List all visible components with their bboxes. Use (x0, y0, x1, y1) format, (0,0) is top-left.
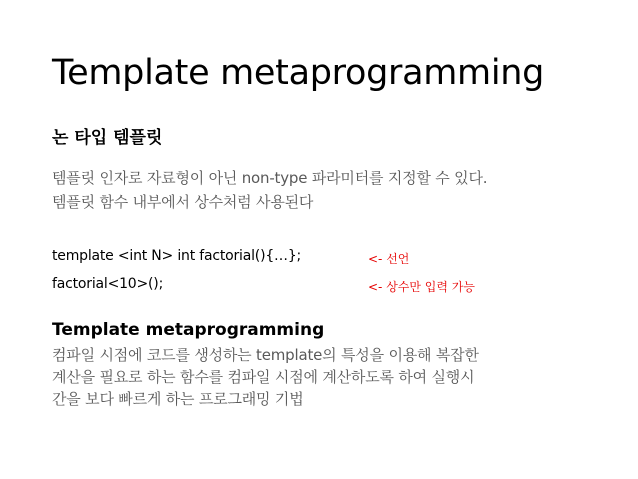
section-heading-non-type-template: 논 타입 템플릿 (52, 128, 163, 148)
section2-line-2: 계산을 필요로 하는 함수를 컴파일 시점에 계산하도록 하여 실행시 (52, 368, 475, 386)
section1-line-2: 템플릿 함수 내부에서 상수처럼 사용된다 (52, 193, 314, 211)
code-note-declaration: <- 선언 (368, 252, 410, 266)
section2-line-3: 간을 보다 빠르게 하는 프로그래밍 기법 (52, 390, 304, 408)
code-line-declaration: template <int N> int factorial(){…}; (52, 248, 302, 264)
section1-line-1: 템플릿 인자로 자료형이 아닌 non-type 파라미터를 지정할 수 있다. (52, 169, 488, 187)
code-line-call: factorial<10>(); (52, 276, 164, 292)
section2-line-1: 컴파일 시점에 코드를 생성하는 template의 특성을 이용해 복잡한 (52, 346, 479, 364)
code-note-call: <- 상수만 입력 가능 (368, 280, 475, 294)
slide-title: Template metaprogramming (52, 53, 545, 93)
section-heading-template-metaprogramming: Template metaprogramming (52, 320, 325, 340)
